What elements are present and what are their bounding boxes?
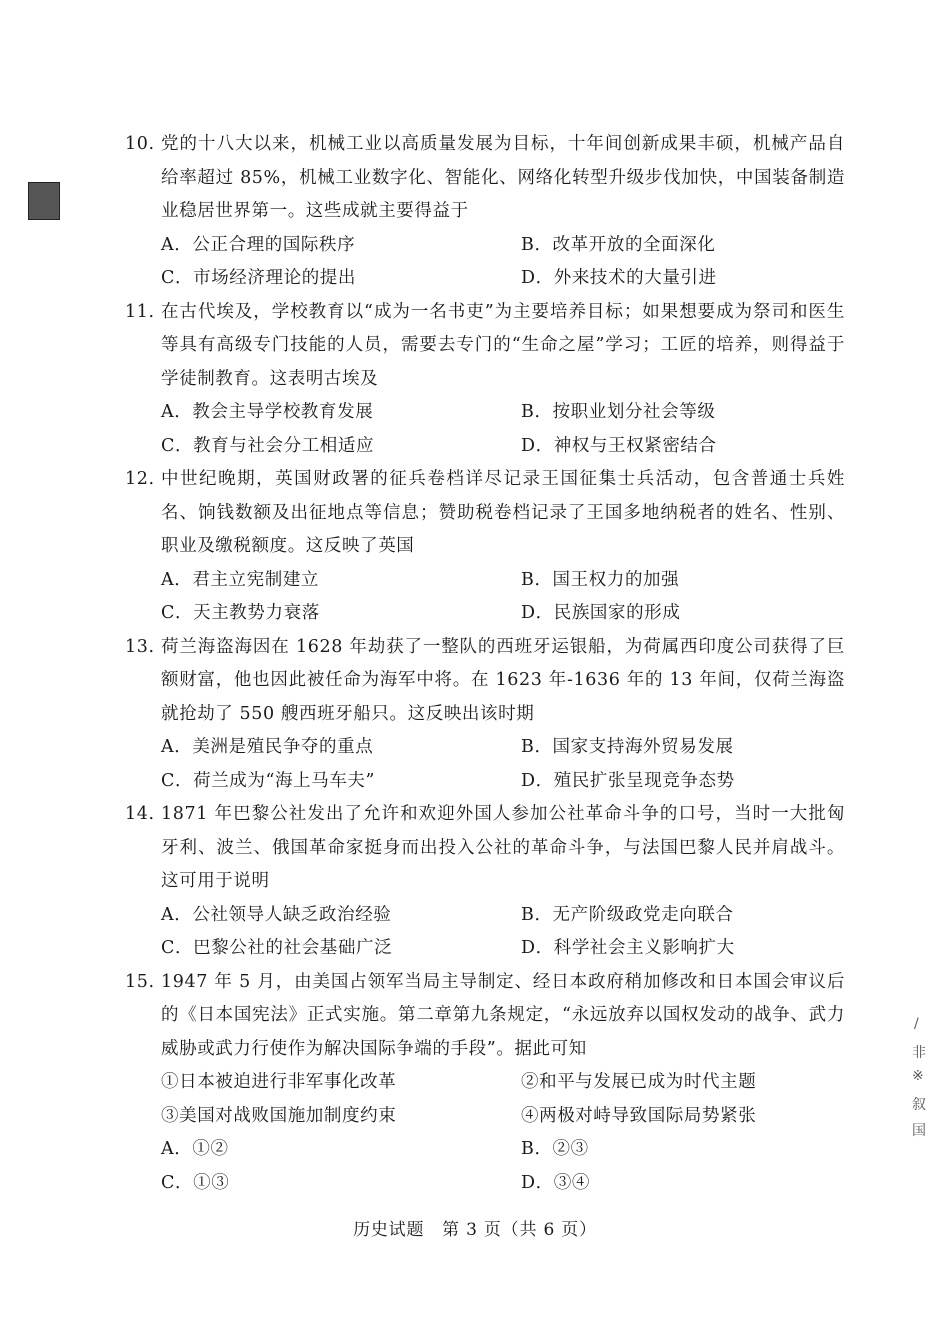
option-a: A．①②: [161, 1139, 229, 1159]
question-stem: [125, 631, 845, 732]
question-stem: [125, 296, 845, 397]
option-b: B．无产阶级政党走向联合: [521, 904, 734, 925]
question-10: [125, 128, 845, 296]
question-text: 1947 年 5 月，由美国占领军当局主导制定、经日本政府稍加修改和日本国会审议后的《日本国宪法》正式实施。第二章第九条规定，“永远放弃以国权发动的战争、武力威胁或武力行使作为解决国际争端的手段”。据此可知: [161, 971, 845, 1059]
question-stem: [125, 798, 845, 899]
question-number: 12.: [125, 469, 155, 489]
option-d: D．科学社会主义影响扩大: [521, 938, 735, 958]
option-list: [125, 1066, 845, 1200]
question-stem: [125, 463, 845, 564]
question-number: 10.: [125, 134, 155, 154]
margin-mark: ※: [912, 1068, 924, 1084]
question-15: [125, 966, 845, 1201]
margin-mark: 国: [912, 1123, 926, 1139]
option-a: A．公社领导人缺乏政治经验: [161, 904, 392, 925]
option-b: B．国家支持海外贸易发展: [521, 737, 734, 757]
statement-1: ①日本被迫进行非军事化改革: [161, 1072, 397, 1092]
question-number: 13.: [125, 636, 155, 657]
margin-mark: 叙: [912, 1097, 926, 1113]
statement-2: ②和平与发展已成为时代主题: [521, 1072, 757, 1092]
question-14: [125, 798, 845, 966]
option-a: A．教会主导学校教育发展: [161, 402, 374, 422]
option-b: B．国王权力的加强: [521, 569, 680, 590]
option-d: D．神权与王权紧密结合: [521, 435, 717, 456]
question-number: 11.: [125, 301, 155, 322]
option-list: [125, 731, 845, 798]
margin-mark: /: [914, 1016, 919, 1032]
option-list: [125, 564, 845, 631]
option-list: [125, 396, 845, 463]
question-number: 14.: [125, 804, 155, 824]
question-11: [125, 296, 845, 464]
option-a: A．美洲是殖民争夺的重点: [161, 737, 374, 757]
option-c: C．天主教势力衰落: [161, 603, 320, 623]
option-d: D．民族国家的形成: [521, 603, 681, 623]
option-a: A．君主立宪制建立: [161, 569, 320, 590]
question-text: 1871 年巴黎公社发出了允许和欢迎外国人参加公社革命斗争的口号，当时一大批匈牙利、波兰、俄国革命家挺身而出投入公社的革命斗争，与法国巴黎人民并肩战斗。这可用于说明: [161, 804, 845, 891]
option-c: C．荷兰成为“海上马车夫”: [161, 770, 376, 791]
option-c: C．市场经济理论的提出: [161, 268, 356, 288]
question-text: 党的十八大以来，机械工业以高质量发展为目标，十年间创新成果丰硕，机械产品自给率超过 85%，机械工业数字化、智能化、网络化转型升级步伐加快，中国装备制造业稳居世界第一。这些成就主要得益于: [161, 134, 845, 221]
statement-4: ④两极对峙导致国际局势紧张: [521, 1105, 757, 1126]
question-text: 中世纪晚期，英国财政署的征兵卷档详尽记录王国征集士兵活动，包含普通士兵姓名、饷钱数额及出征地点等信息；赞助税卷档记录了王国多地纳税者的姓名、性别、职业及缴税额度。这反映了英国: [161, 469, 845, 556]
option-c: C．①③: [161, 1172, 230, 1193]
option-d: D．殖民扩张呈现竞争态势: [521, 770, 735, 791]
margin-mark: 非: [912, 1045, 926, 1061]
page-footer: 历史试题 第 3 页（共 6 页）: [353, 1220, 597, 1240]
option-d: D．③④: [521, 1172, 590, 1193]
question-text: 在古代埃及，学校教育以“成为一名书吏”为主要培养目标；如果想要成为祭司和医生等具有高级专门技能的人员，需要去专门的“生命之屋”学习；工匠的培养，则得益于学徒制教育。这表明古埃及: [161, 301, 845, 389]
option-b: B．改革开放的全面深化: [521, 234, 716, 255]
option-d: D．外来技术的大量引进: [521, 268, 717, 288]
question-stem: [125, 128, 845, 229]
question-12: [125, 463, 845, 631]
option-c: C．巴黎公社的社会基础广泛: [161, 938, 393, 958]
option-b: B．②③: [521, 1139, 589, 1159]
option-c: C．教育与社会分工相适应: [161, 435, 375, 456]
option-list: [125, 229, 845, 296]
question-stem: [125, 966, 845, 1067]
question-list: [125, 128, 845, 1200]
option-a: A．公正合理的国际秩序: [161, 234, 356, 255]
statement-3: ③美国对战败国施加制度约束: [161, 1105, 397, 1126]
question-text: 荷兰海盗海因在 1628 年劫获了一整队的西班牙运银船，为荷属西印度公司获得了巨额财富，他也因此被任命为海军中将。在 1623 年-1636 年的 13 年间，仅荷兰海盗就抢劫了 550 艘西班牙船只。这反映出该时期: [161, 636, 845, 724]
option-list: [125, 899, 845, 966]
option-b: B．按职业划分社会等级: [521, 402, 716, 422]
question-13: [125, 631, 845, 799]
question-number: 15.: [125, 971, 155, 992]
binding-mark: [28, 182, 60, 220]
